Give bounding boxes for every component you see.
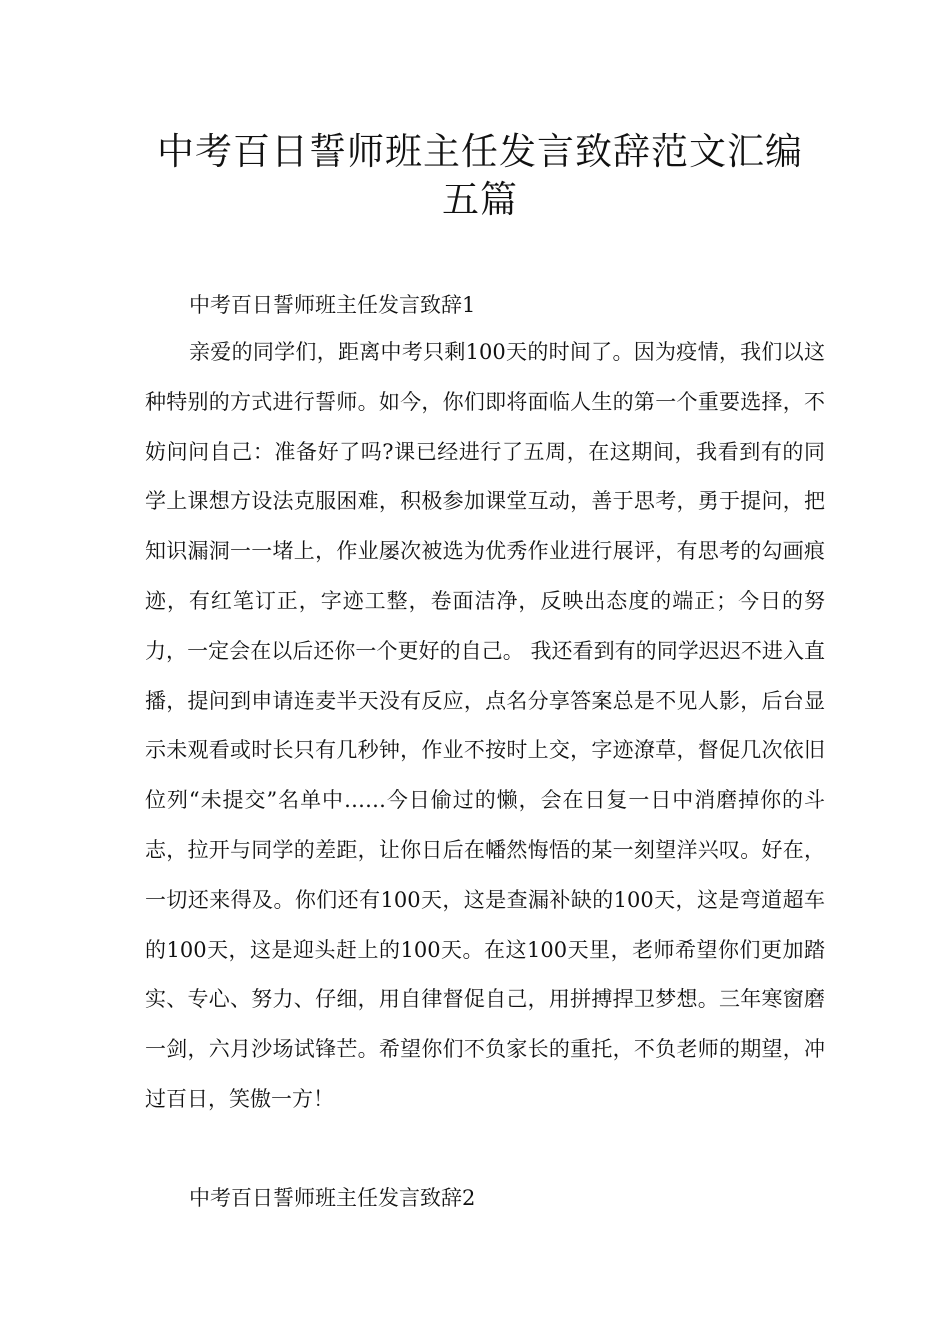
section-paragraph-1: 亲爱的同学们，距离中考只剩100天的时间了。因为疫情，我们以这种特别的方式进行誓师。如今，你们即将面临人生的第一个重要选择，不妨问问自己：准备好了吗?课已经进行了五周，在这期间，我看到有的同学上课想方设法克服困难，积极参加课堂互动，善于思考，勇于提问，把知识漏洞一一堵上，作业屡次被选为优秀作业进行展评，有思考的勾画痕迹，有红笔订正，字迹工整，卷面洁净，反映出态度的端正；今日的努力，一定会在以后还你一个更好的自己。 我还看到有的同学迟迟不进入直播，提问到申请连麦半天没有反应，点名分享答案总是不见人影，后台显示未观看或时长只有几秒钟，作业不按时上交，字迹潦草，督促几次依旧位列“未提交”名单中……今日偷过的懒，会在日复一日中消磨掉你的斗志，拉开与同学的差距，让你日后在幡然悔悟的某一刻望洋兴叹。好在，一切还来得及。你们还有100天，这是查漏补缺的100天，这是弯道超车的100天，这是迎头赶上的100天。在这100天里，老师希望你们更加踏实、专心、努力、仔细，用自律督促自己，用拼搏捍卫梦想。三年寒窗磨一剑，六月沙场试锋芒。希望你们不负家长的重托，不负老师的期望，冲过百日，笑傲一方！ [145, 340, 825, 1111]
section-heading-1: 中考百日誓师班主任发言致辞1 [189, 293, 476, 317]
document-title: 中考百日誓师班主任发言致辞范文汇编五篇 [157, 130, 803, 221]
section-heading-2: 中考百日誓师班主任发言致辞2 [189, 1186, 476, 1210]
